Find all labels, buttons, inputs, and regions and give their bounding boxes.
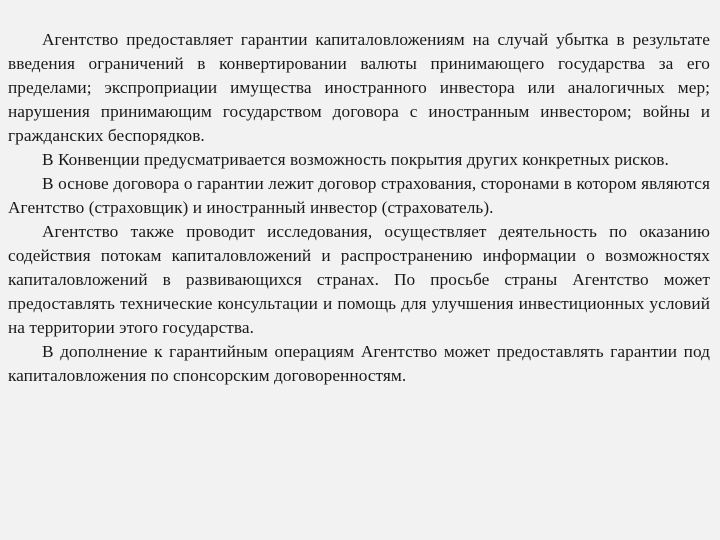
- paragraph-sponsorship-guarantees: В дополнение к гарантийным операциям Агентство может предоставлять гарантии под капиталовложения по спонсорским договоренностям.: [8, 342, 710, 385]
- paragraph-research-activities: Агентство также проводит исследования, осуществляет деятельность по оказанию содействия потокам капиталовложений и распространению информации о возможностях капиталовложений в развивающихся странах. По просьбе страны Агентство может предоставлять технические консультации и помощь для улучшения инвестиционных условий на территории этого государства.: [8, 222, 710, 337]
- paragraph-guarantees: Агентство предоставляет гарантии капиталовложениям на случай убытка в результате введения ограничений в конвертировании валюты принимающего государства за его пределами; экспроприации имущества иностранного инвестора или аналогичных мер; нарушения принимающим государством договора с иностранным инвестором; войны и гражданских беспорядков.: [8, 30, 710, 145]
- paragraph-insurance-contract: В основе договора о гарантии лежит договор страхования, сторонами в котором являются Агентство (страховщик) и иностранный инвестор (страхователь).: [8, 174, 710, 217]
- paragraph-convention-risks: В Конвенции предусматривается возможность покрытия других конкретных рисков.: [42, 150, 669, 169]
